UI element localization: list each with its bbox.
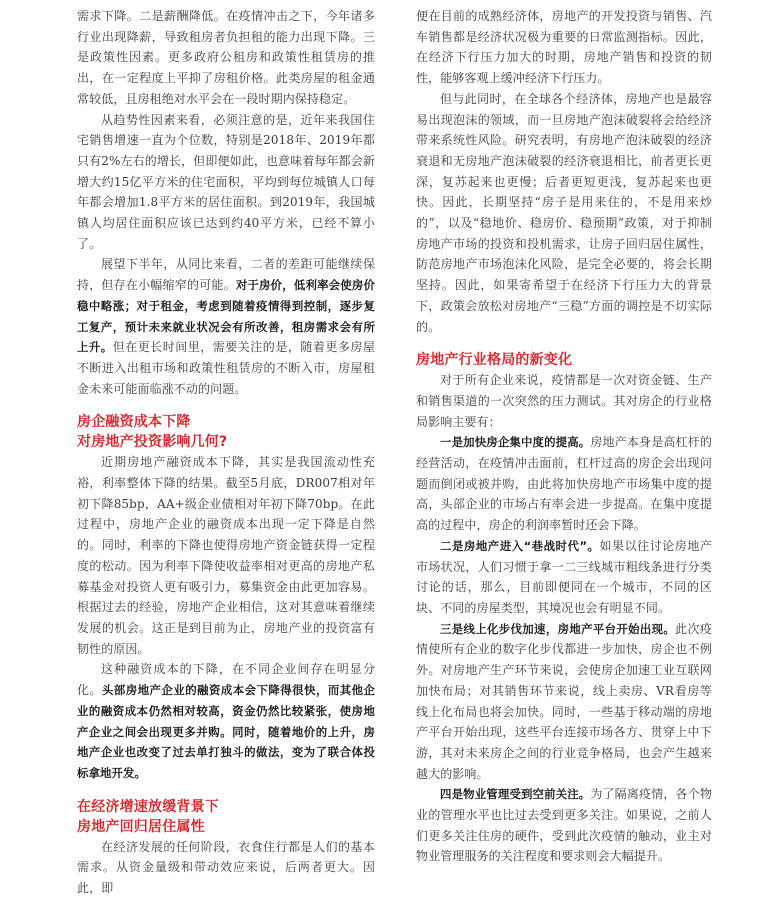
paragraph	[77, 659, 375, 783]
paragraph: 便在目前的成熟经济体，房地产的开发投资与销售、汽车销售都是经济状况极为重要的日常监测指标。因此，在经济下行压力加大的时期，房地产销售和投资的韧性，能够客观上缓冲经济下行压力。	[416, 9, 712, 86]
bold-emphasis: 一是加快房企集中度的提高。	[440, 435, 591, 450]
paragraph	[416, 432, 712, 536]
paragraph: 近期房地产融资成本下降，其实是我国流动性充裕，利率整体下降的结果。截至5月底，DR007相对年初下降85bp，AA+级企业债相对年初下降70bp。在此过程中，房地产企业的融资成本出现一定下降是自然的。同时，利率的下降也使得房地产资金链获得一定程度的松动。因为利率下降使收益率相对更高的房地产私募基金对投资人更有吸引力，募集资金由此更加容易。根据过去的经验，房地产企业相信，这对其意味着继续发展的机会。这正是到目前为止，房地产业的投资富有韧性的原因。	[77, 455, 375, 656]
bold-emphasis: 二是房地产进入“巷战时代”。	[440, 538, 600, 553]
paragraph	[416, 619, 712, 785]
paragraph: 在经济发展的任何阶段，衣食住行都是人们的基本需求。从资金量级和带动效应来说，后两者更大。因此，即	[77, 839, 375, 896]
section-heading	[77, 412, 375, 452]
left-column	[77, 6, 375, 899]
body-text: 但在更长时间里，需要关注的是，随着更多房屋不断进入出租市场和政策性租赁房的不断入市，房屋租金未来可能面临涨不动的问题。	[77, 340, 375, 396]
heading-line: 房地产回归居住属性	[77, 818, 205, 835]
paragraph	[416, 536, 712, 619]
paragraph	[77, 254, 375, 399]
body-text: 展望下半年，从同比来看，二者的差距可能继续保持，但存在小幅缩窄的可能。	[77, 257, 375, 293]
paragraph: 从趋势性因素来看，必须注意的是，近年来我国住宅销售增速一直为个位数，特别是2018年、2019年都只有2%左右的增长，但即便如此，也意味着每年都会新增大约15亿平方米的住宅面积，平均到每位城镇人口每年都会增加1.8平方米的居住面积。到2019年，我国城镇人均居住面积应该已达到约40平方米，已经不算小了。	[77, 112, 375, 251]
body-text: 房地产本身是高杠杆的经营活动，在疫情冲击面前，杠杆过高的房企会出现问题而倒闭或被并购，由此将加快房地产市场集中度的提高，头部企业的市场占有率会进一步提高。在集中度提高的过程中，房企的利润率暂时还会下降。	[416, 435, 712, 533]
right-column	[416, 6, 712, 867]
section-heading: 房地产行业格局的新变化	[416, 352, 573, 369]
heading-line: 在经济增速放缓背景下	[77, 798, 219, 815]
bold-emphasis: 三是线上化步伐加速，房地产平台开始出现。	[440, 621, 676, 636]
body-text: 这种融资成本的下降，在不同企业间存在明显分化。	[77, 662, 375, 698]
heading-line: 对房地产投资影响几何?	[77, 434, 228, 451]
paragraph: 需求下降。二是薪酬降低。在疫情冲击之下，今年诸多行业出现降薪，导致租房者负担租的能力出现下降。三是政策性因素。更多政府公租房和政策性租赁房的推出，在一定程度上平抑了房租价格。此类房屋的租金通常较低，且房租绝对水平会在一段时期内保持稳定。	[77, 9, 375, 106]
body-text: 此次疫情使所有企业的数字化步伐都进一步加快，房企也不例外。对房地产生产环节来说，会使房企加速工业互联网加快布局；对其销售环节来说，线上卖房、VR看房等线上化布局也将会加快。同时，一些基于移动端的房地产平台开始出现，这些平台连接市场各方、贯穿上中下游，其对未来房企之间的行业竞争格局，也会产生越来越大的影响。	[416, 621, 712, 781]
paragraph: 但与此同时，在全球各个经济体，房地产也是最容易出现泡沫的领域，而一旦房地产泡沫破裂将会给经济带来系统性风险。研究表明，有房地产泡沫破裂的经济衰退和无房地产泡沫破裂的经济衰退相比，前者更长更深，复苏起来也更慢；后者更短更浅，复苏起来也更快。因此，长期坚持“房子是用来住的，不是用来炒的”，以及“稳地价、稳房价、稳预期”政策，对于抑制房地产市场的投资和投机需求，让房子回归居住属性，防范房地产市场泡沫化风险，是完全必要的，将会长期坚持。因此，如果寄希望于在经济下行压力大的背景下，政策会放松对房地产“三稳”方面的调控是不切实际的。	[416, 91, 712, 334]
bold-emphasis: 头部房地产企业的融资成本会下降得很快，而其他企业的融资成本仍然相对较高，资金仍然比较紧张，使房地产企业之间会出现更多并购。同时，随着地价的上升，房地产企业也改变了过去单打独斗的做法，变为了联合体投标拿地开发。	[77, 683, 375, 780]
paragraph: 对于所有企业来说，疫情都是一次对资金链、生产和销售渠道的一次突然的压力测试。其对房企的行业格局影响主要有：	[416, 373, 712, 429]
section-heading	[77, 797, 375, 837]
bold-emphasis: 四是物业管理受到空前关注。	[440, 787, 591, 802]
paragraph	[416, 784, 712, 867]
body-text: 为了隔离疫情，各个物业的管理水平也比过去受到更多关注。如果说，之前人们更多关注住房的硬件，受到此次疫情的触动，业主对物业管理服务的关注程度和要求则会大幅提升。	[416, 787, 712, 864]
body-text: 如果以往讨论房地产市场状况，人们习惯于拿一二三线城市粗线条进行分类讨论的话，那么，目前即便同在一个城市，不同的区块、不同的房屋类型，其境况也会有明显不同。	[416, 538, 713, 615]
bold-emphasis: 对于房价，低利率会使房价稳中略涨；对于租金，考虑到随着疫情得到控制，逐步复工复产，预计未来就业状况会有所改善，租房需求会有所上升。	[77, 278, 375, 355]
heading-line: 房企融资成本下降	[77, 414, 191, 431]
